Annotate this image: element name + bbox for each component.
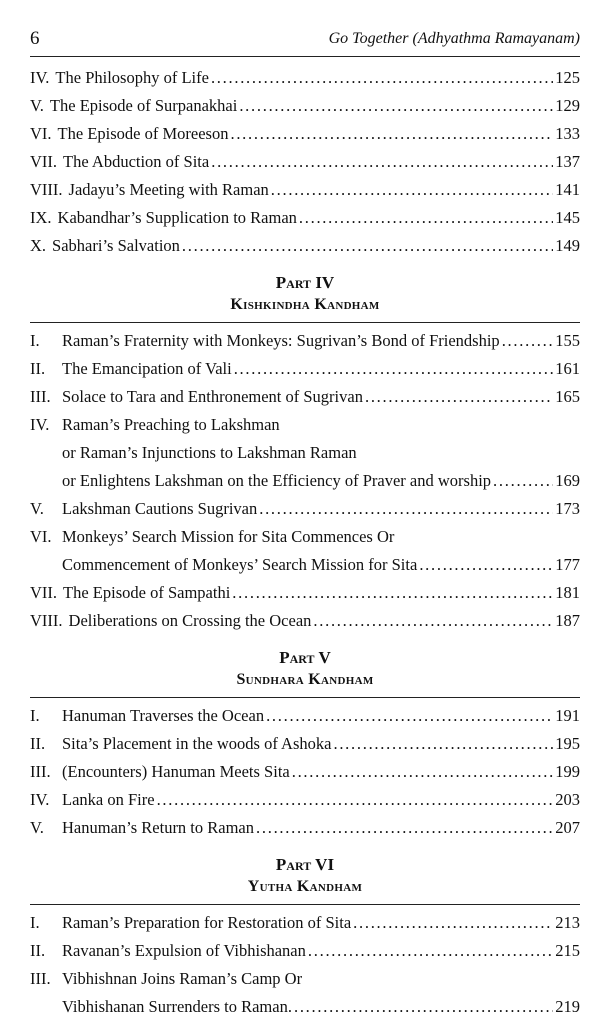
entry-last-line xyxy=(62,551,580,579)
entry-number: II. xyxy=(30,941,46,960)
toc-entry xyxy=(30,965,580,1021)
entry-title: Vibhishanan Surrenders to Raman. xyxy=(62,997,292,1016)
toc-entry xyxy=(30,204,580,232)
toc-entry xyxy=(30,579,580,607)
entry-page: 187 xyxy=(555,611,580,630)
entry-page: 191 xyxy=(555,706,580,725)
entry-page: 165 xyxy=(555,387,580,406)
dot-leader xyxy=(239,92,553,120)
entry-number: VIII. xyxy=(30,611,63,630)
entry-number: III. xyxy=(30,387,51,406)
entry-body xyxy=(55,64,580,92)
entry-title: Commencement of Monkeys’ Search Mission for Sita xyxy=(62,555,418,574)
entry-body xyxy=(62,523,580,579)
entry-title: Raman’s Preparation for Restoration of Sita xyxy=(62,913,352,932)
entry-body xyxy=(62,411,580,495)
dot-leader xyxy=(419,551,553,579)
toc-entry xyxy=(30,607,580,635)
running-title: Go Together (Adhyathma Ramayanam) xyxy=(328,30,580,47)
toc-entry xyxy=(30,411,580,495)
header-rule xyxy=(30,56,580,57)
entry-last-line xyxy=(62,730,580,758)
dot-leader xyxy=(211,64,553,92)
dot-leader xyxy=(230,120,553,148)
entry-last-line xyxy=(62,993,580,1021)
entry-body xyxy=(69,607,580,635)
entry-body xyxy=(62,814,580,842)
dot-leader xyxy=(182,232,553,260)
entry-last-line xyxy=(63,579,580,607)
dot-leader xyxy=(259,495,553,523)
page-number: 6 xyxy=(30,28,40,49)
toc-entry xyxy=(30,523,580,579)
page-header xyxy=(30,28,580,52)
toc-entry xyxy=(30,937,580,965)
entry-page: 195 xyxy=(555,734,580,753)
entry-body xyxy=(50,92,580,120)
entry-last-line xyxy=(50,92,580,120)
entry-title: Raman’s Fraternity with Monkeys: Sugrivan’s Bond of Friendship xyxy=(62,331,500,350)
entry-last-line xyxy=(69,607,580,635)
kandham-heading: Sundhara Kandham xyxy=(236,671,374,688)
entry-page: 215 xyxy=(555,941,580,960)
entry-title-line: or Raman’s Injunctions to Lakshman Raman xyxy=(62,443,357,462)
entry-body xyxy=(62,730,580,758)
entry-number: IV. xyxy=(30,68,50,87)
dot-leader xyxy=(256,814,553,842)
entry-title: Deliberations on Crossing the Ocean xyxy=(68,611,312,630)
entry-page: 177 xyxy=(555,555,580,574)
entry-page: 137 xyxy=(555,152,580,171)
entry-number: VII. xyxy=(30,152,58,171)
dot-leader xyxy=(232,579,553,607)
entry-page: 203 xyxy=(555,790,580,809)
toc-entry xyxy=(30,383,580,411)
kandham-heading: Yutha Kandham xyxy=(247,878,363,895)
entry-title: Sita’s Placement in the woods of Ashoka xyxy=(62,734,332,753)
entry-last-line xyxy=(63,148,580,176)
entry-page: 129 xyxy=(555,96,580,115)
entry-number: II. xyxy=(30,359,46,378)
entry-body xyxy=(58,204,580,232)
entry-body xyxy=(62,327,580,355)
section-spacer xyxy=(30,842,580,854)
entry-body xyxy=(63,579,580,607)
dot-leader xyxy=(353,909,553,937)
toc-entry xyxy=(30,909,580,937)
entry-number: I. xyxy=(30,706,40,725)
dot-leader xyxy=(493,467,553,495)
entry-last-line xyxy=(62,467,580,495)
entry-number: III. xyxy=(30,762,51,781)
entry-page: 181 xyxy=(555,583,580,602)
entry-title-line: Monkeys’ Search Mission for Sita Commences Or xyxy=(62,527,395,546)
toc-entry xyxy=(30,120,580,148)
dot-leader xyxy=(333,730,553,758)
entry-page: 169 xyxy=(555,471,580,490)
entry-number: IV. xyxy=(30,415,50,434)
entry-page: 149 xyxy=(555,236,580,255)
kandham-heading: Kishkindha Kandham xyxy=(230,296,380,313)
entry-body xyxy=(62,758,580,786)
entry-last-line xyxy=(62,786,580,814)
part-rule xyxy=(30,322,580,323)
entry-number: V. xyxy=(30,499,44,518)
entry-number: IV. xyxy=(30,790,50,809)
entry-last-line xyxy=(62,909,580,937)
entry-title: Jadayu’s Meeting with Raman xyxy=(68,180,269,199)
toc-entry xyxy=(30,92,580,120)
entry-page: 155 xyxy=(555,331,580,350)
toc-entry xyxy=(30,814,580,842)
entry-last-line xyxy=(62,327,580,355)
toc-entry xyxy=(30,495,580,523)
entry-number: VI. xyxy=(30,527,52,546)
entry-number: IX. xyxy=(30,208,52,227)
entry-title: The Abduction of Sita xyxy=(63,152,210,171)
section-spacer xyxy=(30,635,580,647)
toc-entry xyxy=(30,148,580,176)
dot-leader xyxy=(294,993,553,1021)
entry-title: The Episode of Surpanakhai xyxy=(49,96,238,115)
entry-body xyxy=(62,965,580,1021)
entry-last-line xyxy=(58,120,580,148)
entry-number: VII. xyxy=(30,583,58,602)
entry-last-line xyxy=(62,383,580,411)
part-rule xyxy=(30,904,580,905)
entry-number: X. xyxy=(30,236,47,255)
dot-leader xyxy=(271,176,553,204)
entry-last-line xyxy=(69,176,580,204)
entry-body xyxy=(69,176,580,204)
entry-body xyxy=(62,495,580,523)
part-rule xyxy=(30,697,580,698)
entry-page: 125 xyxy=(555,68,580,87)
entry-title: The Philosophy of Life xyxy=(55,68,209,87)
part-heading: Part IV xyxy=(275,273,335,292)
entry-body xyxy=(62,702,580,730)
entry-body xyxy=(62,909,580,937)
toc-entry xyxy=(30,786,580,814)
entry-page: 213 xyxy=(555,913,580,932)
entry-title: Lakshman Cautions Sugrivan xyxy=(62,499,258,518)
entry-title: (Encounters) Hanuman Meets Sita xyxy=(62,762,290,781)
toc-entry xyxy=(30,176,580,204)
entry-title: Kabandhar’s Supplication to Raman xyxy=(57,208,297,227)
dot-leader xyxy=(234,355,554,383)
entry-last-line xyxy=(55,64,580,92)
entry-number: III. xyxy=(30,969,51,988)
entry-page: 207 xyxy=(555,818,580,837)
toc-entry xyxy=(30,327,580,355)
dot-leader xyxy=(157,786,554,814)
section-spacer xyxy=(30,260,580,272)
part-heading: Part V xyxy=(279,648,331,667)
part-heading: Part VI xyxy=(275,855,335,874)
entry-last-line xyxy=(62,495,580,523)
dot-leader xyxy=(365,383,553,411)
entry-title: The Emancipation of Vali xyxy=(62,359,232,378)
entry-title: Hanuman’s Return to Raman xyxy=(62,818,255,837)
toc-entry xyxy=(30,702,580,730)
entry-page: 173 xyxy=(555,499,580,518)
toc-entry xyxy=(30,758,580,786)
entry-title: Hanuman Traverses the Ocean xyxy=(62,706,265,725)
dot-leader xyxy=(292,758,554,786)
entry-title: The Episode of Sampathi xyxy=(63,583,231,602)
entry-last-line xyxy=(62,355,580,383)
entry-last-line xyxy=(62,937,580,965)
entry-body xyxy=(58,120,580,148)
entry-last-line xyxy=(62,814,580,842)
entry-body xyxy=(52,232,580,260)
entry-title-line: Vibhishnan Joins Raman’s Camp Or xyxy=(62,969,303,988)
dot-leader xyxy=(299,204,553,232)
toc-entry xyxy=(30,355,580,383)
entry-page: 219 xyxy=(555,997,580,1016)
entry-number: I. xyxy=(30,913,40,932)
dot-leader xyxy=(502,327,554,355)
entry-title: Lanka on Fire xyxy=(62,790,155,809)
entry-title: Ravanan’s Expulsion of Vibhishanan xyxy=(62,941,306,960)
entry-body xyxy=(62,383,580,411)
toc-entry xyxy=(30,64,580,92)
entry-last-line xyxy=(52,232,580,260)
entry-title: Solace to Tara and Enthronement of Sugrivan xyxy=(62,387,363,406)
entry-number: II. xyxy=(30,734,46,753)
dot-leader xyxy=(211,148,553,176)
entry-title: The Episode of Moreeson xyxy=(57,124,229,143)
entry-title: or Enlightens Lakshman on the Efficiency of Praver and worship xyxy=(62,471,492,490)
entry-number: I. xyxy=(30,331,40,350)
entry-page: 161 xyxy=(555,359,580,378)
entry-page: 199 xyxy=(555,762,580,781)
entry-number: V. xyxy=(30,96,44,115)
entry-body xyxy=(62,937,580,965)
entry-page: 141 xyxy=(555,180,580,199)
table-of-contents xyxy=(30,64,580,1021)
entry-number: V. xyxy=(30,818,44,837)
dot-leader xyxy=(266,702,553,730)
entry-body xyxy=(62,786,580,814)
toc-entry xyxy=(30,730,580,758)
entry-last-line xyxy=(62,702,580,730)
dot-leader xyxy=(313,607,553,635)
entry-page: 145 xyxy=(555,208,580,227)
entry-title-line: Raman’s Preaching to Lakshman xyxy=(62,415,280,434)
entry-last-line xyxy=(62,758,580,786)
entry-page: 133 xyxy=(555,124,580,143)
toc-entry xyxy=(30,232,580,260)
entry-title: Sabhari’s Salvation xyxy=(52,236,180,255)
entry-number: VIII. xyxy=(30,180,63,199)
entry-number: VI. xyxy=(30,124,52,143)
entry-body xyxy=(63,148,580,176)
entry-body xyxy=(62,355,580,383)
dot-leader xyxy=(308,937,553,965)
entry-last-line xyxy=(58,204,580,232)
